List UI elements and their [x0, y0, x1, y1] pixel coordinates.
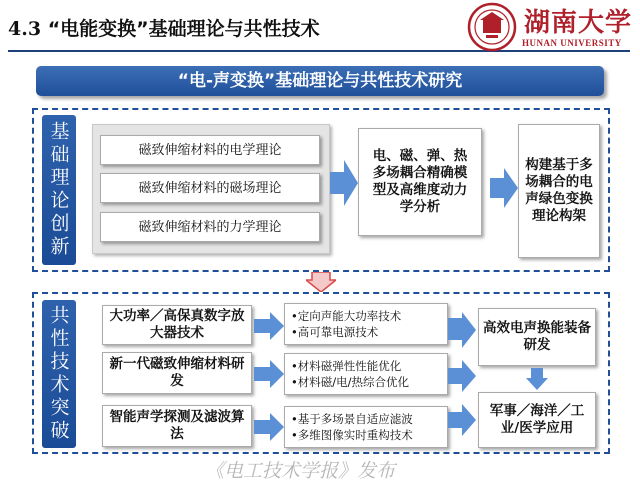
tech-item-amplifier: 大功率／高保真数字放大器技术 — [102, 305, 252, 345]
detail-line: •材料磁/电/热综合优化 — [291, 375, 410, 389]
university-name-en: HUNAN UNIVERSITY — [522, 38, 622, 48]
common-tech-label: 共性技术突破 — [42, 300, 76, 448]
right-arrow-icon — [254, 413, 284, 441]
right-arrow-icon — [330, 160, 358, 206]
down-arrow-icon — [526, 368, 548, 390]
detail-line: •定向声能大功率技术 — [291, 309, 402, 323]
converge-arrows-icon — [448, 310, 482, 438]
detail-line: •多维图像实时重构技术 — [291, 428, 413, 442]
detail-line: •基于多场景自适应滤波 — [291, 412, 413, 426]
outcome-application-box: 军事／海洋／工业/医学应用 — [478, 392, 596, 448]
tech-item-acoustic: 智能声学探测及滤波算法 — [102, 405, 252, 447]
down-arrow-icon — [306, 272, 336, 292]
theory-framework-box: 构建基于多场耦合的电声绿色变换理论构架 — [518, 124, 600, 258]
theory-item-mechanical: 磁致伸缩材料的力学理论 — [100, 212, 320, 242]
right-arrow-icon — [490, 168, 518, 208]
tech-details-amplifier — [284, 303, 448, 345]
theory-item-electrical: 磁致伸缩材料的电学理论 — [100, 135, 320, 165]
detail-line: •高可靠电源技术 — [291, 325, 379, 339]
tech-details-material — [284, 353, 448, 395]
watermark: 《电工技术学报》发布 — [205, 460, 396, 482]
right-arrow-icon — [254, 360, 284, 388]
detail-line: •材料磁弹性性能优化 — [291, 359, 402, 373]
section-banner: “电-声变换”基础理论与共性技术研究 — [36, 66, 604, 96]
basic-theory-label: 基础理论创新 — [42, 115, 76, 265]
outcome-equipment-box: 高效电声换能装备研发 — [478, 308, 596, 366]
tech-item-material: 新一代磁致伸缩材料研发 — [102, 352, 252, 394]
right-arrow-icon — [254, 312, 284, 340]
university-name-cn: 湖南大学 — [524, 8, 633, 38]
tech-details-acoustic — [284, 406, 448, 448]
university-seal-icon — [464, 2, 520, 52]
section-title: “电能变换”基础理论与共性技术 — [47, 18, 320, 40]
page-title — [8, 14, 320, 41]
university-logo — [464, 2, 636, 52]
multiphysics-model-box: 电、磁、弹、热多场耦合精确模型及高维度动力学分析 — [358, 128, 482, 236]
theory-item-magnetic: 磁致伸缩材料的磁场理论 — [100, 173, 320, 203]
section-number: 4.3 — [8, 18, 42, 40]
